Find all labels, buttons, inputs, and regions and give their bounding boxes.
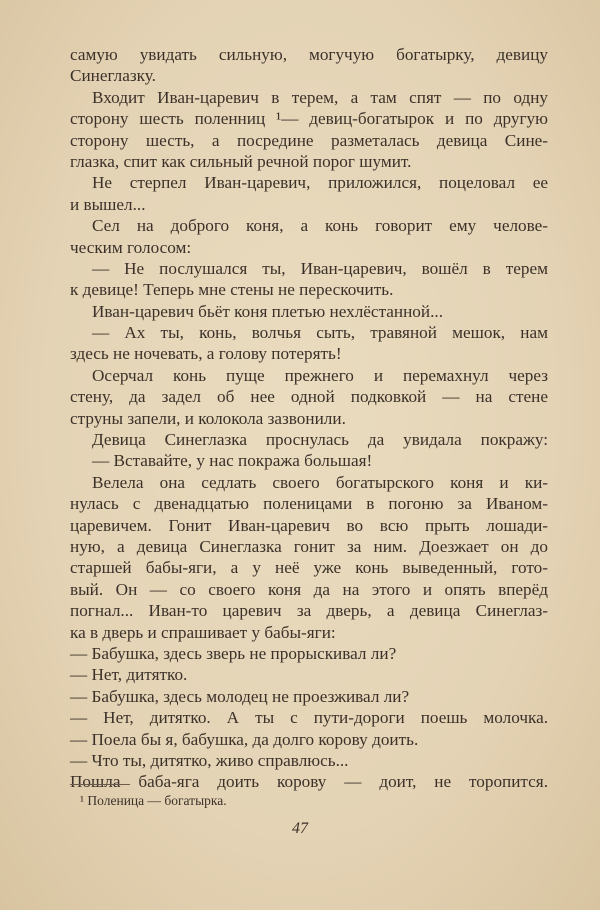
text-line: — Бабушка, здесь молодец не проезживал ли? (70, 686, 410, 706)
text-line: Пошла баба-яга доить корову — доит, не торопится. (70, 772, 548, 792)
text-line: ка в дверь и спрашивает у бабы-яги: (70, 622, 336, 642)
page-body-text (70, 44, 548, 793)
text-line: старшей бабы-яги, а у неё уже конь выведенный, гото- (70, 558, 548, 578)
text-line: — Не послушался ты, Иван-царевич, вошёл в терем (92, 258, 548, 278)
text-line: Иван-царевич бьёт коня плетью нехлёстанной... (92, 301, 443, 321)
text-line: здесь не ночевать, а голову потерять! (70, 344, 342, 364)
text-line: струны запели, и колокола зазвонили. (70, 408, 346, 428)
text-line: Синеглазку. (70, 66, 156, 86)
text-line: ческим голосом: (70, 237, 192, 257)
text-line: Сел на доброго коня, а конь говорит ему челове- (92, 216, 548, 236)
footnote: ¹ Поленица — богатырка. (80, 793, 227, 808)
text-line: Велела она седлать своего богатырского коня и ки- (92, 472, 548, 492)
text-line: Не стерпел Иван-царевич, приложился, поцеловал ее (92, 173, 548, 193)
text-line: Входит Иван-царевич в терем, а там спят — по одну (92, 87, 548, 107)
text-line: — Нет, дитятко. А ты с пути-дороги поешь молочка. (70, 708, 548, 728)
text-line: Осерчал конь пуще прежнего и перемахнул через (92, 365, 548, 385)
text-line: стену, да задел об нее одной подковкой — на стене (70, 387, 548, 407)
text-line: нулась с двенадцатью поленицами в погоню за Иваном- (70, 494, 548, 514)
text-line: царевичем. Гонит Иван-царевич во всю прыть лошади- (70, 515, 548, 535)
page-number: 47 (292, 820, 308, 837)
text-line: к девице! Теперь мне стены не перескочить. (70, 280, 394, 300)
text-line: и вышел... (70, 194, 146, 214)
footnote-divider (70, 784, 130, 785)
text-line: — Вставайте, у нас покража большая! (92, 451, 373, 471)
text-line: сторону шесть, а посредине разметалась девица Сине- (70, 130, 548, 150)
text-line: — Ах ты, конь, волчья сыть, травяной мешок, нам (92, 323, 548, 343)
text-line: глазка, спит как сильный речной порог шумит. (70, 151, 412, 171)
text-line: погнал... Иван-то царевич за дверь, а девица Синеглаз- (70, 601, 548, 621)
text-line: самую увидать сильную, могучую богатырку, девицу (70, 45, 548, 64)
text-line: — Нет, дитятко. (70, 665, 188, 685)
text-line: ную, а девица Синеглазка гонит за ним. Доезжает он до (70, 536, 548, 556)
text-line: Девица Синеглазка проснулась да увидала покражу: (92, 430, 548, 450)
text-line: — Бабушка, здесь зверь не прорыскивал ли? (70, 643, 397, 663)
text-line: сторону шесть поленниц ¹— девиц-богатырок и по другую (70, 109, 548, 129)
text-line: — Поела бы я, бабушка, да долго корову доить. (70, 729, 419, 749)
text-line: — Что ты, дитятко, живо справлюсь... (70, 750, 349, 770)
text-line: вый. Он — со своего коня да на этого и опять вперёд (70, 579, 548, 599)
